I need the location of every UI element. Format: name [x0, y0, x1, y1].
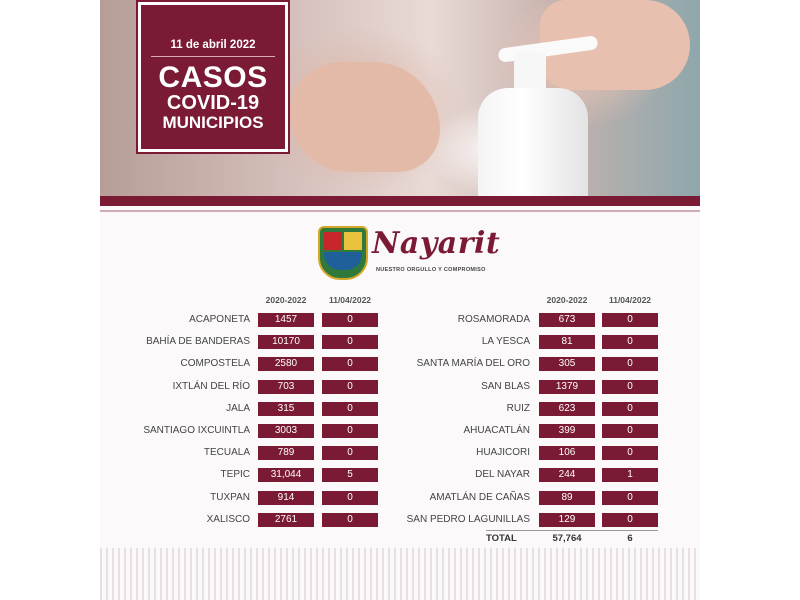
new-cases: 0: [322, 402, 378, 416]
total-label: TOTAL: [486, 533, 517, 544]
cumulative-cases: 789: [258, 446, 314, 460]
municipality-name: SANTA MARÍA DEL ORO: [416, 358, 530, 370]
right-header-cumulative: 2020-2022: [546, 295, 588, 305]
new-cases: 0: [322, 335, 378, 349]
new-cases: 0: [322, 446, 378, 460]
new-cases: 1: [602, 468, 658, 482]
table-row: [100, 335, 700, 349]
new-cases: 0: [602, 380, 658, 394]
cumulative-cases: 10170: [258, 335, 314, 349]
new-cases: 0: [602, 313, 658, 327]
title-line-2: COVID-19: [166, 92, 260, 114]
table-row: [100, 446, 700, 460]
photo-bottle-neck: [514, 52, 546, 92]
table-row: [100, 424, 700, 438]
municipality-name: JALA: [226, 402, 250, 414]
cumulative-cases: 244: [539, 468, 595, 482]
new-cases: 0: [322, 313, 378, 327]
new-cases: 0: [602, 446, 658, 460]
table-row: [100, 402, 700, 416]
cumulative-cases: 315: [258, 402, 314, 416]
cumulative-cases: 81: [539, 335, 595, 349]
total-divider: [486, 530, 658, 531]
new-cases: 0: [602, 513, 658, 527]
title-line-3: MUNICIPIOS: [162, 113, 264, 132]
cumulative-cases: 89: [539, 491, 595, 505]
new-cases: 0: [602, 424, 658, 438]
covid-poster: [100, 0, 700, 600]
left-header-cumulative: 2020-2022: [265, 295, 307, 305]
new-cases: 0: [322, 424, 378, 438]
cumulative-cases: 623: [539, 402, 595, 416]
cumulative-cases: 703: [258, 380, 314, 394]
table-row: [100, 468, 700, 482]
photo-hand: [290, 62, 440, 172]
cumulative-cases: 1457: [258, 313, 314, 327]
table-row: [100, 513, 700, 527]
table-row: [100, 313, 700, 327]
cumulative-cases: 106: [539, 446, 595, 460]
municipality-name: RUIZ: [506, 402, 530, 414]
cumulative-cases: 129: [539, 513, 595, 527]
municipality-name: AHUACATLÁN: [463, 425, 530, 436]
total-cumulative: 57,764: [552, 533, 582, 544]
municipality-name: TUXPAN: [210, 491, 250, 503]
hand-sanitizer-photo: [100, 0, 700, 196]
municipality-name: HUAJICORI: [476, 447, 530, 459]
municipality-name: TECUALA: [203, 447, 250, 459]
new-cases: 0: [602, 357, 658, 371]
table-row: [100, 380, 700, 394]
municipality-name: BAHÍA DE BANDERAS: [146, 336, 250, 348]
cumulative-cases: 1379: [539, 380, 595, 394]
left-header-today: 11/04/2022: [328, 295, 372, 305]
table-row: [100, 491, 700, 505]
new-cases: 0: [322, 513, 378, 527]
thin-divider: [100, 210, 700, 212]
cumulative-cases: 2580: [258, 357, 314, 371]
municipality-name: ACAPONETA: [189, 314, 250, 325]
new-cases: 0: [322, 380, 378, 394]
table-row: [100, 357, 700, 371]
cumulative-cases: 31,044: [258, 468, 314, 482]
maroon-band: [100, 196, 700, 206]
right-header-today: 11/04/2022: [608, 295, 652, 305]
logo-wordmark: Nayarit: [372, 226, 501, 261]
decorative-pattern: [100, 548, 700, 600]
total-new-cases: 6: [627, 533, 633, 544]
new-cases: 0: [602, 335, 658, 349]
title-box: [138, 2, 288, 152]
municipality-name: SANTIAGO IXCUINTLA: [143, 425, 250, 436]
title-line-1: CASOS: [158, 61, 268, 94]
municipality-name: AMATLÁN DE CAÑAS: [429, 491, 530, 503]
new-cases: 0: [322, 357, 378, 371]
new-cases: 0: [602, 491, 658, 505]
photo-bottle: [478, 88, 588, 196]
municipality-name: SAN PEDRO LAGUNILLAS: [406, 513, 530, 525]
municipality-name: LA YESCA: [481, 336, 530, 348]
new-cases: 0: [602, 402, 658, 416]
logo-tagline: NUESTRO ORGULLO Y COMPROMISO: [376, 267, 486, 273]
municipality-name: SAN BLAS: [481, 380, 530, 392]
cumulative-cases: 305: [539, 357, 595, 371]
municipality-name: COMPOSTELA: [180, 358, 250, 370]
cumulative-cases: 399: [539, 424, 595, 438]
report-date: 11 de abril 2022: [170, 39, 256, 51]
cumulative-cases: 914: [258, 491, 314, 505]
new-cases: 0: [322, 491, 378, 505]
municipality-name: DEL NAYAR: [475, 469, 530, 481]
municipality-name: ROSAMORADA: [457, 314, 530, 325]
title-divider: [151, 56, 275, 57]
municipality-name: TEPIC: [220, 469, 250, 481]
municipality-name: XALISCO: [206, 513, 250, 525]
cumulative-cases: 673: [539, 313, 595, 327]
cumulative-cases: 3003: [258, 424, 314, 438]
state-shield-icon: [318, 226, 368, 280]
municipality-name: IXTLÁN DEL RÍO: [172, 380, 250, 392]
new-cases: 5: [322, 468, 378, 482]
cumulative-cases: 2761: [258, 513, 314, 527]
